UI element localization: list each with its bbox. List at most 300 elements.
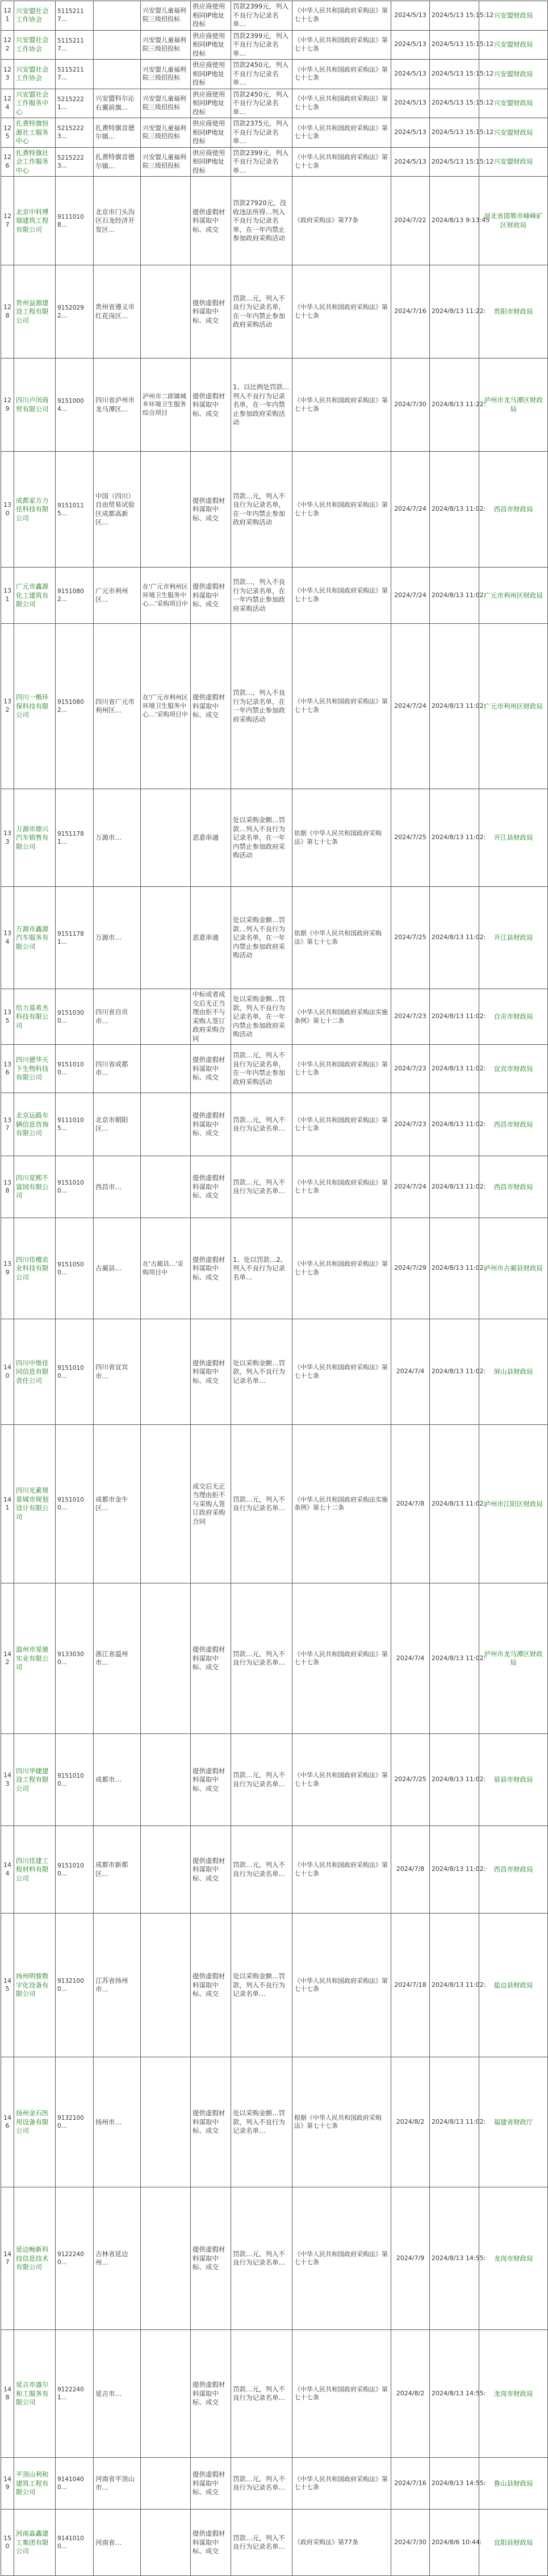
credit-code: 52152223… [56,118,94,148]
project-name [141,789,191,887]
company-address: 西昌市… [94,1156,141,1218]
decision-date: 2024/7/4 [391,1319,430,1425]
legal-basis: 根据《中华人民共和国政府采购法》第七十七条 [292,2057,391,2187]
legal-basis: 《中华人民共和国政府采购法》第七十七条 [292,359,391,452]
decision-date: 2024/7/25 [391,887,430,989]
record-number: 133 [1,789,14,887]
record-number: 135 [1,989,14,1045]
credit-code: 91110105… [56,1093,94,1156]
enforcement-agency: 鲁山县财政局 [479,2458,548,2510]
table-row [1,2187,548,2330]
legal-basis: 《中华人民共和国政府采购法》第七十七条 [292,1218,391,1319]
legal-basis: 《中华人民共和国政府采购法》第七十七条 [292,2458,391,2510]
enforcement-agency: 泸州市江阳区财政局 [479,1425,548,1583]
table-row [1,1045,548,1093]
record-number: 130 [1,452,14,568]
project-name: 兴安盟儿童福利院三级招投标 [141,1,191,31]
project-name: 兴安盟儿童福利院三级招投标 [141,60,191,89]
penalty-detail: 罚款…，列入不良行为记录名单，在一年内禁止参加政府采购活动 [231,624,292,789]
enforcement-agency: 兴安盟财政局 [479,147,548,177]
company-address: 万源市… [94,887,141,989]
publish-time: 2024/8/13 11:02: [430,989,479,1045]
record-number: 122 [1,30,14,60]
table-row [1,1156,548,1218]
record-number: 125 [1,118,14,148]
penalty-detail: 处以采购金额…罚款，列入不良行为记录名单，在一年内禁止参加政府采购活动 [231,989,292,1045]
company-address [94,60,141,89]
violation-type: 提供虚假材料谋取中标、成交 [191,1826,231,1914]
violation-type: 提供虚假材料谋取中标、成交 [191,452,231,568]
legal-basis: 《中华人民共和国政府采购法》第七十七条 [292,147,391,177]
company-address: 成都市金牛区… [94,1425,141,1583]
company-name: 扎赉特旗社会工作服务中心 [14,147,56,177]
record-number: 131 [1,568,14,624]
penalty-detail: 罚款2399元，列入不良行为记录名单… [231,147,292,177]
violation-type: 提供虚假材料谋取中标、成交 [191,2510,231,2576]
company-address: 中国（四川）自由贸易试验区成都高新区… [94,452,141,568]
company-name: 四川华捷建设工程有限公司 [14,1734,56,1826]
project-name [141,1914,191,2057]
company-name: 延边畅新科技信息技术有限公司 [14,2187,56,2330]
penalty-detail: 罚款…元，列入不良行为记录名单… [231,1583,292,1734]
project-name [141,2458,191,2510]
credit-code: 91110108… [56,177,94,265]
enforcement-agency: 贵阳市财政局 [479,265,548,359]
legal-basis: 《中华人民共和国政府采购法》第七十七条 [292,2330,391,2458]
company-name: 给力基希杰科技有限公司 [14,989,56,1045]
table-row [1,1826,548,1914]
penalty-detail: 罚款…元，列入不良行为记录名单，在一年内禁止参加政府采购活动 [231,1045,292,1093]
company-address [94,30,141,60]
violation-type: 提供虚假材料谋取中标、成交 [191,1734,231,1826]
table-row [1,1734,548,1826]
table-row [1,887,548,989]
record-number: 137 [1,1093,14,1156]
company-name: 四川一楷环保科技有限公司 [14,624,56,789]
legal-basis: 《中华人民共和国政府采购法》第七十七条 [292,452,391,568]
company-address: 万源市… [94,789,141,887]
enforcement-agency: 兴安盟财政局 [479,118,548,148]
decision-date: 2024/7/23 [391,989,430,1045]
record-number: 142 [1,1583,14,1734]
credit-code: 91410400… [56,2458,94,2510]
publish-time: 2024/8/13 11:02: [430,1319,479,1425]
record-number: 121 [1,1,14,31]
project-name: 泸州市二郎镇城乡环境卫生服务综合项目 [141,359,191,452]
company-address: 北京市朝阳区… [94,1093,141,1156]
table-row [1,1218,548,1319]
project-name [141,452,191,568]
project-name: 兴安盟儿童福利院三级招投标 [141,89,191,118]
decision-date: 2024/7/24 [391,452,430,568]
record-number: 150 [1,2510,14,2576]
penalty-detail: 罚款2450元，列入不良行为记录名单… [231,60,292,89]
publish-time: 2024/5/13 15:15:12 [430,89,479,118]
violation-type: 恶意串通 [191,789,231,887]
company-name: 四川光素规景城市规划设计有限公司 [14,1425,56,1583]
company-address: 兴安盟科尔沁右翼前旗… [94,89,141,118]
publish-time: 2024/5/13 15:15:12 [430,1,479,31]
table-row [1,359,548,452]
company-name: 四川佳檀农业科技有限公司 [14,1218,56,1319]
company-name: 万源市鼎兴汽车销售有限公司 [14,789,56,887]
company-address: 广元市利州区… [94,568,141,624]
project-name [141,1734,191,1826]
table-row [1,1425,548,1583]
decision-date: 2024/7/18 [391,1914,430,2057]
penalty-detail: 1、以比例处罚款…列入不良行为记录名单，在一年内禁止参加政府采购活动 [231,359,292,452]
decision-date: 2024/7/22 [391,177,430,265]
legal-basis: 《中华人民共和国政府采购法》第七十七条 [292,30,391,60]
company-address: 扎赉特旗音德尔镇… [94,147,141,177]
project-name [141,1425,191,1583]
project-name: 兴安盟儿童福利院三级招投标 [141,30,191,60]
penalty-detail: 罚款2399元，列入不良行为记录名单… [231,30,292,60]
legal-basis: 《中华人民共和国政府采购法》第七十七条 [292,1093,391,1156]
publish-time: 2024/8/13 11:02: [430,1826,479,1914]
credit-code: 91511781… [56,887,94,989]
enforcement-agency: 宜阳县财政局 [479,2510,548,2576]
project-name [141,2330,191,2458]
enforcement-agency: 广元市利州区财政局 [479,568,548,624]
publish-time: 2024/8/13 11:02: [430,1914,479,2057]
enforcement-agency: 西昌市财政局 [479,1156,548,1218]
company-name: 兴安盟社会工作服务中心 [14,89,56,118]
company-name: 温州市晃驰实业有限公司 [14,1583,56,1734]
decision-date: 2024/7/9 [391,2187,430,2330]
decision-date: 2024/7/24 [391,1156,430,1218]
violation-type: 提供虚假材料谋取中标、成交 [191,1914,231,2057]
company-name: 河南淼鑫建工集团有限公司 [14,2510,56,2576]
violation-type: 供应商使用相同IP地址投标 [191,89,231,118]
legal-basis: 《中华人民共和国政府采购法》第七十七条 [292,265,391,359]
publish-time: 2024/8/13 14:55: [430,2330,479,2458]
record-number: 126 [1,147,14,177]
credit-code: 51152117… [56,1,94,31]
enforcement-agency: 龙岗市财政局 [479,2187,548,2330]
violation-type: 提供虚假材料谋取中标、成交 [191,1218,231,1319]
company-address: 四川省泸州市龙马潭区… [94,359,141,452]
decision-date: 2024/7/23 [391,1093,430,1156]
enforcement-agency: 泸州市古蔺县财政局 [479,1218,548,1319]
company-name: 万源市鑫源汽车服务有限公司 [14,887,56,989]
enforcement-agency: 泸州市龙马潭区财政局 [479,1583,548,1734]
project-name [141,1045,191,1093]
project-name: 兴安盟儿童福利院三级招投标 [141,118,191,148]
legal-basis: 《中华人民共和国政府采购法》第七十七条 [292,1156,391,1218]
publish-time: 2024/8/13 11:22: [430,359,479,452]
project-name [141,989,191,1045]
publish-time: 2024/8/13 11:02: [430,1156,479,1218]
table-row [1,147,548,177]
legal-basis: 《中华人民共和国政府采购法实施条例》第七十二条 [292,989,391,1045]
publish-time: 2024/8/13 11:02: [430,1734,479,1826]
legal-basis: 《中华人民共和国政府采购法》第七十七条 [292,2187,391,2330]
publish-time: 2024/5/13 15:15:12 [430,60,479,89]
table-row [1,89,548,118]
company-name: 平顶山利和建筑工程有限公司 [14,2458,56,2510]
table-row [1,2057,548,2187]
publish-time: 2024/8/13 11:02: [430,452,479,568]
company-name: 四川佳建工程材料有限公司 [14,1826,56,1914]
decision-date: 2024/7/8 [391,1425,430,1583]
violation-type: 供应商使用相同IP地址投标 [191,147,231,177]
violation-type: 提供虚假材料谋取中标、成交 [191,2330,231,2458]
penalty-detail: 罚款…元，列入不良行为记录名单… [231,1093,292,1156]
penalty-records-table [1,1,548,2576]
table-row [1,624,548,789]
record-number: 143 [1,1734,14,1826]
publish-time: 2024/8/13 11:02: [430,1583,479,1734]
violation-type: 供应商使用相同IP地址投标 [191,30,231,60]
enforcement-agency: 西昌市财政局 [479,1093,548,1156]
record-number: 129 [1,359,14,452]
legal-basis: 《中华人民共和国政府采购法》第七十七条 [292,568,391,624]
legal-basis: 《中华人民共和国政府采购法》第七十七条 [292,1914,391,2057]
credit-code: 91510004… [56,359,94,452]
decision-date: 2024/5/13 [391,147,430,177]
record-number: 148 [1,2330,14,2458]
enforcement-agency: 自贡市财政局 [479,989,548,1045]
violation-type: 提供虚假材料谋取中标、成交 [191,568,231,624]
legal-basis: 《政府采购法》第77条 [292,2510,391,2576]
decision-date: 2024/5/13 [391,30,430,60]
violation-type: 提供虚假材料谋取中标、成交 [191,2057,231,2187]
legal-basis: 《中华人民共和国政府采购法》第七十七条 [292,624,391,789]
table-row [1,2458,548,2510]
decision-date: 2024/8/2 [391,2057,430,2187]
legal-basis: 《中华人民共和国政府采购法》第七十七条 [292,1826,391,1914]
company-name: 四川卢闰商贸有限公司 [14,359,56,452]
credit-code: 91330300… [56,1583,94,1734]
company-address: 成都市新都区… [94,1826,141,1914]
project-name [141,1156,191,1218]
enforcement-agency: 盐边县财政局 [479,1914,548,2057]
company-name: 贵州益源建设工程有限公司 [14,265,56,359]
penalty-detail: 处以采购金额…罚款，列入不良行为记录名单… [231,2057,292,2187]
company-address: 四川省广元市利州区… [94,624,141,789]
violation-type: 提供虚假材料谋取中标、成交 [191,1319,231,1425]
table-row [1,1093,548,1156]
credit-code: 51152117… [56,30,94,60]
record-number: 124 [1,89,14,118]
credit-code: 91510300… [56,989,94,1045]
publish-time: 2024/5/13 15:15:12 [430,147,479,177]
violation-type: 提供虚假材料谋取中标、成交 [191,1093,231,1156]
project-name [141,2187,191,2330]
table-row [1,2330,548,2458]
enforcement-agency: 广元市利州区财政局 [479,624,548,789]
penalty-detail: 罚款2375元，列入不良行为记录名单… [231,118,292,148]
record-number: 146 [1,2057,14,2187]
publish-time: 2024/8/13 11:02: [430,887,479,989]
legal-basis: 《中华人民共和国政府采购法》第七十七条 [292,118,391,148]
company-name: 北京中科博瑞建筑工程有限公司 [14,177,56,265]
project-name [141,2057,191,2187]
legal-basis: 《中华人民共和国政府采购法》第七十七条 [292,1583,391,1734]
record-number: 147 [1,2187,14,2330]
legal-basis: 《中华人民共和国政府采购法》第七十七条 [292,1734,391,1826]
record-number: 138 [1,1156,14,1218]
publish-time: 2024/8/13 14:55: [430,2458,479,2510]
enforcement-agency: 河北省邯郸市峰峰矿区财政局 [479,177,548,265]
violation-type: 供应商使用相同IP地址投标 [191,118,231,148]
enforcement-agency: 西昌市财政局 [479,1826,548,1914]
legal-basis: 《中华人民共和国政府采购法》第七十七条 [292,60,391,89]
credit-code: 91222400… [56,2187,94,2330]
penalty-detail: 罚款…元，列入不良行为记录名单… [231,1734,292,1826]
penalty-detail: 罚款…元，列入不良行为记录名单… [231,2187,292,2330]
decision-date: 2024/7/25 [391,1734,430,1826]
decision-date: 2024/7/24 [391,568,430,624]
record-number: 128 [1,265,14,359]
company-address: 浙江省温州市… [94,1583,141,1734]
penalty-detail: 罚款…元，列入不良行为记录名单… [231,1826,292,1914]
credit-code: 91321000… [56,1914,94,2057]
penalty-detail: 罚款…元，列入不良行为记录名单，在一年内禁止参加政府采购活动 [231,452,292,568]
credit-code: 91520292… [56,265,94,359]
credit-code: 91510100… [56,1425,94,1583]
company-address: 扬州市… [94,2057,141,2187]
project-name [141,1093,191,1156]
legal-basis: 《中华人民共和国政府采购法》第七十七条 [292,89,391,118]
company-address: 河南省平顶山市… [94,2458,141,2510]
credit-code: 91510100… [56,1319,94,1425]
enforcement-agency: 开江县财政局 [479,789,548,887]
decision-date: 2024/7/4 [391,1583,430,1734]
penalty-record-sheet [0,1,548,2556]
violation-type: 提供虚假材料谋取中标、成交 [191,2458,231,2510]
publish-time: 2024/8/13 14:55: [430,2187,479,2330]
record-number: 141 [1,1425,14,1583]
credit-code: 91510100… [56,1734,94,1826]
decision-date: 2024/5/13 [391,118,430,148]
enforcement-agency: 屏山县财政局 [479,1319,548,1425]
publish-time: 2024/8/13 11:02: [430,2057,479,2187]
table-row [1,118,548,148]
credit-code: 91510115… [56,452,94,568]
violation-type: 恶意串通 [191,887,231,989]
penalty-detail: 罚款27920元，没收违法所得…列入不良行为记录名单，在一年内禁止参加政府采购活动 [231,177,292,265]
project-name [141,887,191,989]
legal-basis: 《中华人民共和国政府采购法实施条例》第七十二条 [292,1425,391,1583]
project-name: 在'广元市利州区环境卫生服务中心…'采购项目中 [141,568,191,624]
record-number: 132 [1,624,14,789]
publish-time: 2024/8/13 11:02: [430,624,479,789]
enforcement-agency: 眉县市财政局 [479,1734,548,1826]
company-name: 扬州明骏数字化设备有限公司 [14,1914,56,2057]
table-row [1,265,548,359]
enforcement-agency: 兴安盟财政局 [479,30,548,60]
company-address: 贵州省遵义市红花岗区… [94,265,141,359]
penalty-detail: 罚款…元，列入不良行为记录名单… [231,2510,292,2576]
enforcement-agency: 宜宾市财政局 [479,1045,548,1093]
table-row [1,568,548,624]
publish-time: 2024/8/6 10:44: [430,2510,479,2576]
violation-type: 提供虚假材料谋取中标、成交 [191,1045,231,1093]
violation-type: 成交后无正当理由拒不与采购人签订政府采购合同 [191,1425,231,1583]
credit-code: 91222401… [56,2330,94,2458]
project-name: 在'广元市利州区环境卫生服务中心…'采购项目中 [141,624,191,789]
project-name: 在'古蔺县…'采购项目中 [141,1218,191,1319]
enforcement-agency: 开江县财政局 [479,887,548,989]
project-name [141,1583,191,1734]
company-address: 四川省自贡市… [94,989,141,1045]
violation-type: 提供虚假材料谋取中标、成交 [191,1583,231,1734]
credit-code: 91510802… [56,624,94,789]
legal-basis: 《中华人民共和国政府采购法》第七十七条 [292,1,391,31]
publish-time: 2024/5/13 15:15:12 [430,118,479,148]
company-address: 延吉市… [94,2330,141,2458]
company-name: 延吉市盛尔和工服务有限公司 [14,2330,56,2458]
penalty-detail: 罚款…元，列入不良行为记录名单… [231,2458,292,2510]
record-number: 145 [1,1914,14,2057]
legal-basis: 依据《中华人民共和国政府采购法》第七十七条 [292,789,391,887]
legal-basis: 《政府采购法》第77条 [292,177,391,265]
company-name: 广元市鑫源化工建筑有限公司 [14,568,56,624]
credit-code: 91510802… [56,568,94,624]
record-number: 140 [1,1319,14,1425]
company-address: 扎赉特旗音德尔镇… [94,118,141,148]
project-name [141,1826,191,1914]
record-number: 127 [1,177,14,265]
table-row [1,177,548,265]
company-address: 吉林省延边州… [94,2187,141,2330]
project-name [141,2510,191,2576]
violation-type: 中标或者成交后无正当理由拒不与采购人签订政府采购合同 [191,989,231,1045]
decision-date: 2024/7/30 [391,359,430,452]
company-address: 北京市门头沟区石龙经济开发区… [94,177,141,265]
violation-type: 提供虚假材料谋取中标、成交 [191,1156,231,1218]
publish-time: 2024/8/13 11:02: [430,1045,479,1093]
publish-time: 2024/8/13 11:22: [430,265,479,359]
decision-date: 2024/5/13 [391,1,430,31]
publish-time: 2024/8/13 11:02: [430,1218,479,1319]
enforcement-agency: 龙岗市财政局 [479,2330,548,2458]
violation-type: 提供虚假材料谋取中标、成交 [191,265,231,359]
violation-type: 提供虚假材料谋取中标、成交 [191,624,231,789]
penalty-detail: 罚款…元，列入不良行为记录名单… [231,1156,292,1218]
violation-type: 提供虚假材料谋取中标、成交 [191,359,231,452]
record-number: 144 [1,1826,14,1914]
penalty-detail: 处以采购金额…罚款，列入不良行为记录名单… [231,1914,292,2057]
enforcement-agency: 兴安盟财政局 [479,60,548,89]
table-row [1,789,548,887]
penalty-detail: 处以采购金额…罚款，列入不良行为记录名单… [231,1319,292,1425]
record-number: 123 [1,60,14,89]
credit-code: 91510100… [56,1826,94,1914]
publish-time: 2024/8/13 11:02: [430,789,479,887]
decision-date: 2024/7/8 [391,1826,430,1914]
record-number: 139 [1,1218,14,1319]
decision-date: 2024/7/24 [391,624,430,789]
company-name: 扬州金石医用设备有限公司 [14,2057,56,2187]
enforcement-agency: 兴安盟财政局 [479,89,548,118]
records-body [1,1,548,2576]
project-name [141,265,191,359]
enforcement-agency: 福建省财政厅 [479,2057,548,2187]
project-name [141,1319,191,1425]
decision-date: 2024/7/30 [391,2510,430,2576]
table-row [1,2510,548,2576]
table-row [1,30,548,60]
penalty-detail: 罚款…，列入不良行为记录名单，在一年内禁止参加政府采购活动 [231,568,292,624]
penalty-detail: 1、处以罚款…2、列入不良行为记录名单… [231,1218,292,1319]
penalty-detail: 罚款…元，列入不良行为记录名单… [231,2330,292,2458]
project-name [141,177,191,265]
company-name: 成都家方力佳科技有限公司 [14,452,56,568]
table-row [1,1914,548,2057]
